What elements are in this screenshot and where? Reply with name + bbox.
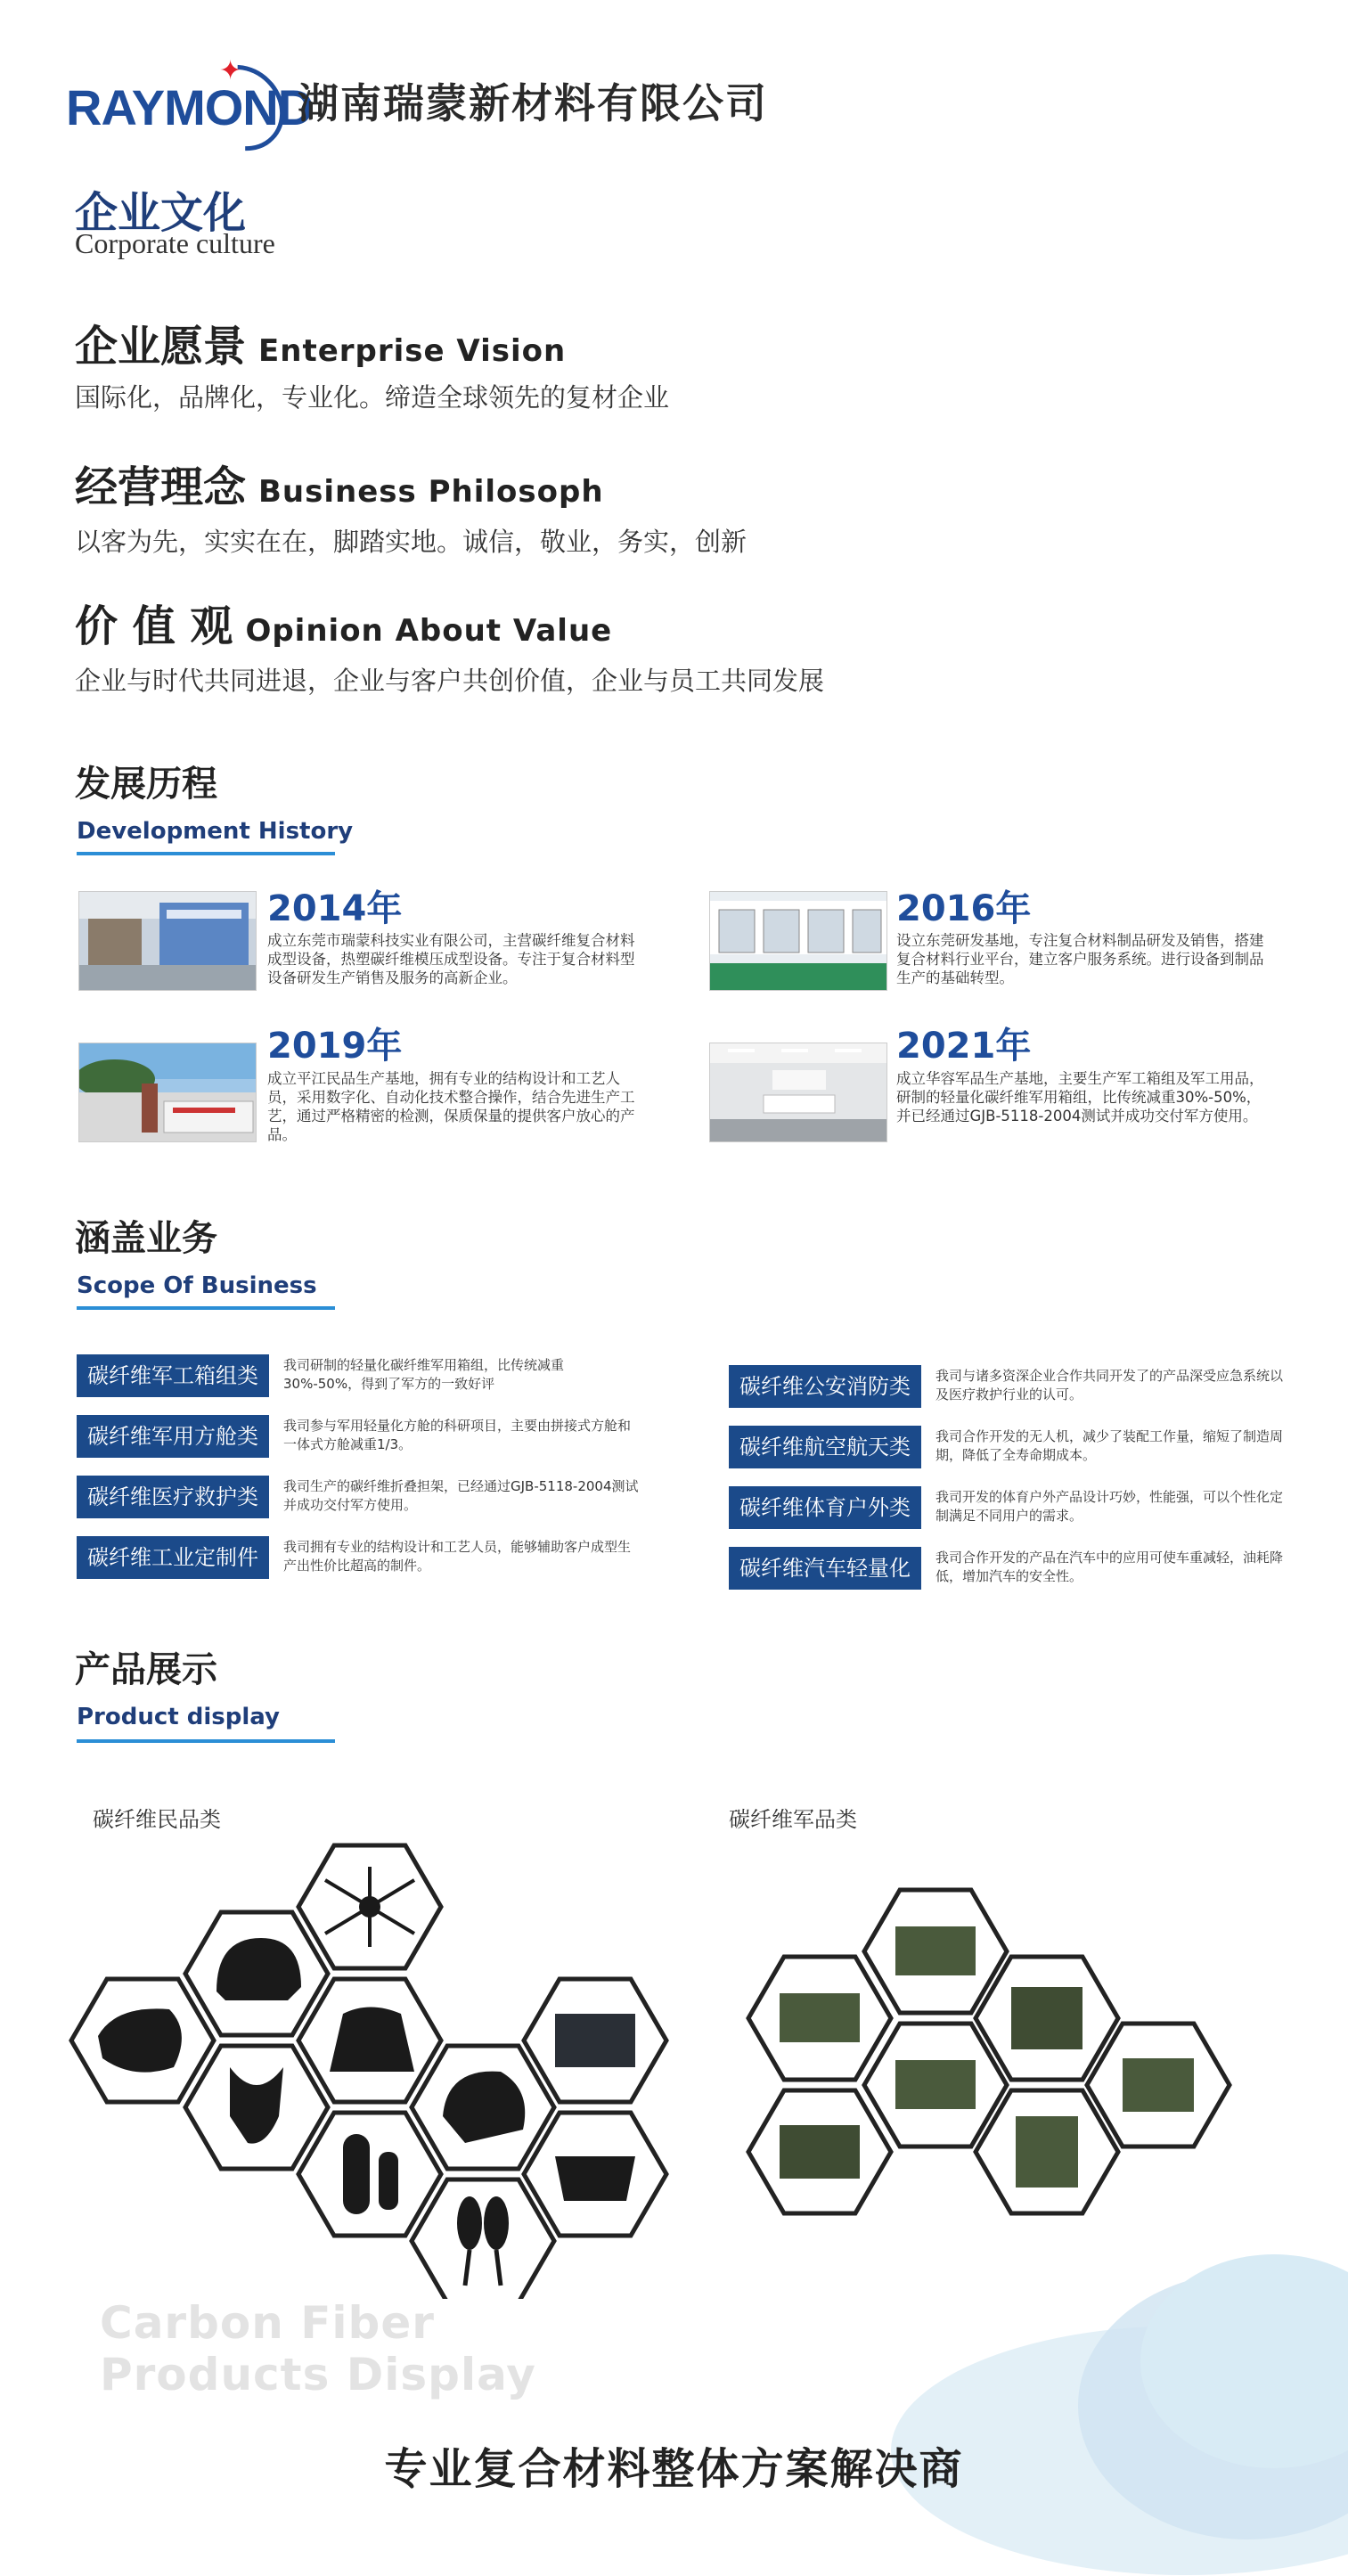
history-text-2019: 成立平江民品生产基地，拥有专业的结构设计和工艺人员，采用数字化、自动化技术整合操作，结合先进生产工艺，通过严格精密的检测，保质保量的提供客户放心的产品。: [267, 1070, 635, 1143]
mil-case-1-hex: [864, 1890, 1007, 2013]
business-desc-police-fire: 我司与诸多资深企业合作共同开发了的产品深受应急系统以及医疗救护行业的认可。: [935, 1368, 1284, 1402]
history-text-2021: 成立华容军品生产基地，主要生产军工箱组及军工用品，研制的轻量化碳纤维军用箱组，比传统减重30%-50%，并已经通过GJB-5118-2004测试并成功交付军方使用。: [896, 1070, 1264, 1124]
logo-star-icon: ✦: [219, 55, 242, 86]
mil-case-5-hex: [1087, 2024, 1230, 2147]
mil-case-2-hex: [748, 1957, 891, 2080]
paddle-hex: [412, 2179, 554, 2299]
business-underline: [77, 1306, 335, 1310]
business-desc-industrial: 我司拥有专业的结构设计和工艺人员，能够辅助客户成型生产出性价比超高的制件。: [283, 1539, 632, 1574]
business-label-industrial: 碳纤维工业定制件: [77, 1536, 269, 1579]
civil-products-label: 碳纤维民品类: [93, 1807, 221, 1832]
helmet-hex: [185, 1912, 328, 2035]
guard-hex: [185, 2046, 328, 2169]
office-lobby-image: [79, 892, 256, 990]
logo: RAYMOND: [66, 79, 314, 135]
history-year-2016: 2016年: [896, 888, 1032, 929]
history-subtitle: Development History: [77, 818, 354, 845]
philosophy-heading: [75, 453, 604, 514]
automotive-part-hex: [524, 2113, 666, 2236]
business-label-military-shelter: 碳纤维军用方舱类: [77, 1415, 269, 1458]
philosophy-title-en: Business Philosoph: [258, 474, 604, 510]
shin-guard-hex: [298, 2113, 441, 2236]
history-title: 发展历程: [75, 764, 217, 805]
products-title: 产品展示: [75, 1649, 217, 1690]
products-underline: [77, 1739, 335, 1743]
history-year-2014: 2014年: [267, 888, 403, 929]
business-desc-aerospace: 我司合作开发的无人机，减少了装配工作量，缩短了制造周期，降低了全寿命期成本。: [935, 1428, 1284, 1463]
value-title-en: Opinion About Value: [245, 613, 613, 649]
vision-text: 国际化，品牌化，专业化。缔造全球领先的复材企业: [75, 382, 670, 413]
vision-title-en: Enterprise Vision: [258, 333, 567, 369]
history-photo-2019: [78, 1043, 257, 1142]
vision-title-cn: 企业愿景: [75, 322, 247, 372]
philosophy-text: 以客为先，实实在在，脚踏实地。诚信，敬业，务实，创新: [75, 527, 748, 557]
reception-image: [710, 1043, 886, 1141]
business-desc-military-case: 我司研制的轻量化碳纤维军用箱组，比传统减重30%-50%，得到了军方的一致好评: [283, 1357, 565, 1392]
business-label-aerospace: 碳纤维航空航天类: [729, 1426, 921, 1468]
mil-case-3-hex: [976, 1957, 1118, 2080]
history-year-2021: 2021年: [896, 1026, 1032, 1067]
visor-hex: [71, 1979, 214, 2102]
history-text-2016: 设立东莞研发基地，专注复合材料制品研发及销售，搭建复合材料行业平台，建立客户服务系统。进行设备到制品生产的基础转型。: [896, 932, 1264, 986]
mil-case-7-hex: [976, 2090, 1118, 2213]
history-photo-2021: [709, 1043, 887, 1142]
culture-title: 企业文化: [75, 188, 247, 238]
value-text: 企业与时代共同进退，企业与客户共创价值，企业与员工共同发展: [75, 666, 825, 696]
history-photo-2014: [78, 891, 257, 991]
business-desc-sports: 我司开发的体育户外产品设计巧妙，性能强，可以个性化定制满足不同用户的需求。: [935, 1489, 1284, 1524]
history-underline: [77, 852, 335, 855]
business-desc-military-shelter: 我司参与军用轻量化方舱的科研项目，主要由拼接式方舱和一体式方舱减重1/3。: [283, 1418, 632, 1452]
business-title: 涵盖业务: [75, 1218, 217, 1259]
culture-subtitle: Corporate culture: [75, 227, 275, 259]
business-label-medical: 碳纤维医疗救护类: [77, 1476, 269, 1518]
value-title-cn: 价 值 观: [75, 601, 233, 651]
mil-case-6-hex: [748, 2090, 891, 2213]
company-name: 湖南瑞蒙新材料有限公司: [298, 79, 768, 127]
business-desc-medical: 我司生产的碳纤维折叠担架，已经通过GJB-5118-2004测试并成功交付军方使用。: [283, 1478, 639, 1513]
business-desc-automotive: 我司合作开发的产品在汽车中的应用可使车重减轻，油耗降低，增加汽车的安全性。: [935, 1550, 1284, 1584]
factory-gate-image: [79, 1043, 256, 1141]
value-heading: [75, 592, 612, 653]
business-label-automotive: 碳纤维汽车轻量化: [729, 1547, 921, 1590]
mil-case-4-hex: [864, 2024, 1007, 2147]
drone-hex: [298, 1845, 441, 1968]
business-label-military-case: 碳纤维军工箱组类: [77, 1354, 269, 1397]
watermark-line-1: Carbon Fiber: [100, 2297, 435, 2349]
slogan: 专业复合材料整体方案解决商: [384, 2444, 964, 2494]
hood-hex: [298, 1979, 441, 2102]
military-products-label: 碳纤维军品类: [729, 1807, 857, 1832]
racing-helmet-hex: [412, 2046, 554, 2169]
business-subtitle: Scope Of Business: [77, 1272, 317, 1299]
civil-products-honeycomb: [62, 1836, 686, 2299]
history-year-2019: 2019年: [267, 1026, 403, 1067]
vision-heading: [75, 312, 566, 373]
business-label-police-fire: 碳纤维公安消防类: [729, 1365, 921, 1408]
history-text-2014: 成立东莞市瑞蒙科技实业有限公司，主营碳纤维复合材料成型设备，热塑碳纤维模压成型设备。专注于复合材料型设备研发生产销售及服务的高新企业。: [267, 932, 635, 986]
history-photo-2016: [709, 891, 887, 991]
philosophy-title-cn: 经营理念: [75, 462, 247, 512]
products-subtitle: Product display: [77, 1704, 280, 1730]
military-products-honeycomb: [731, 1880, 1265, 2254]
workshop-image: [710, 892, 886, 990]
business-label-sports: 碳纤维体育户外类: [729, 1486, 921, 1529]
case-hex: [524, 1979, 666, 2102]
watermark-line-2: Products Display: [100, 2349, 536, 2400]
